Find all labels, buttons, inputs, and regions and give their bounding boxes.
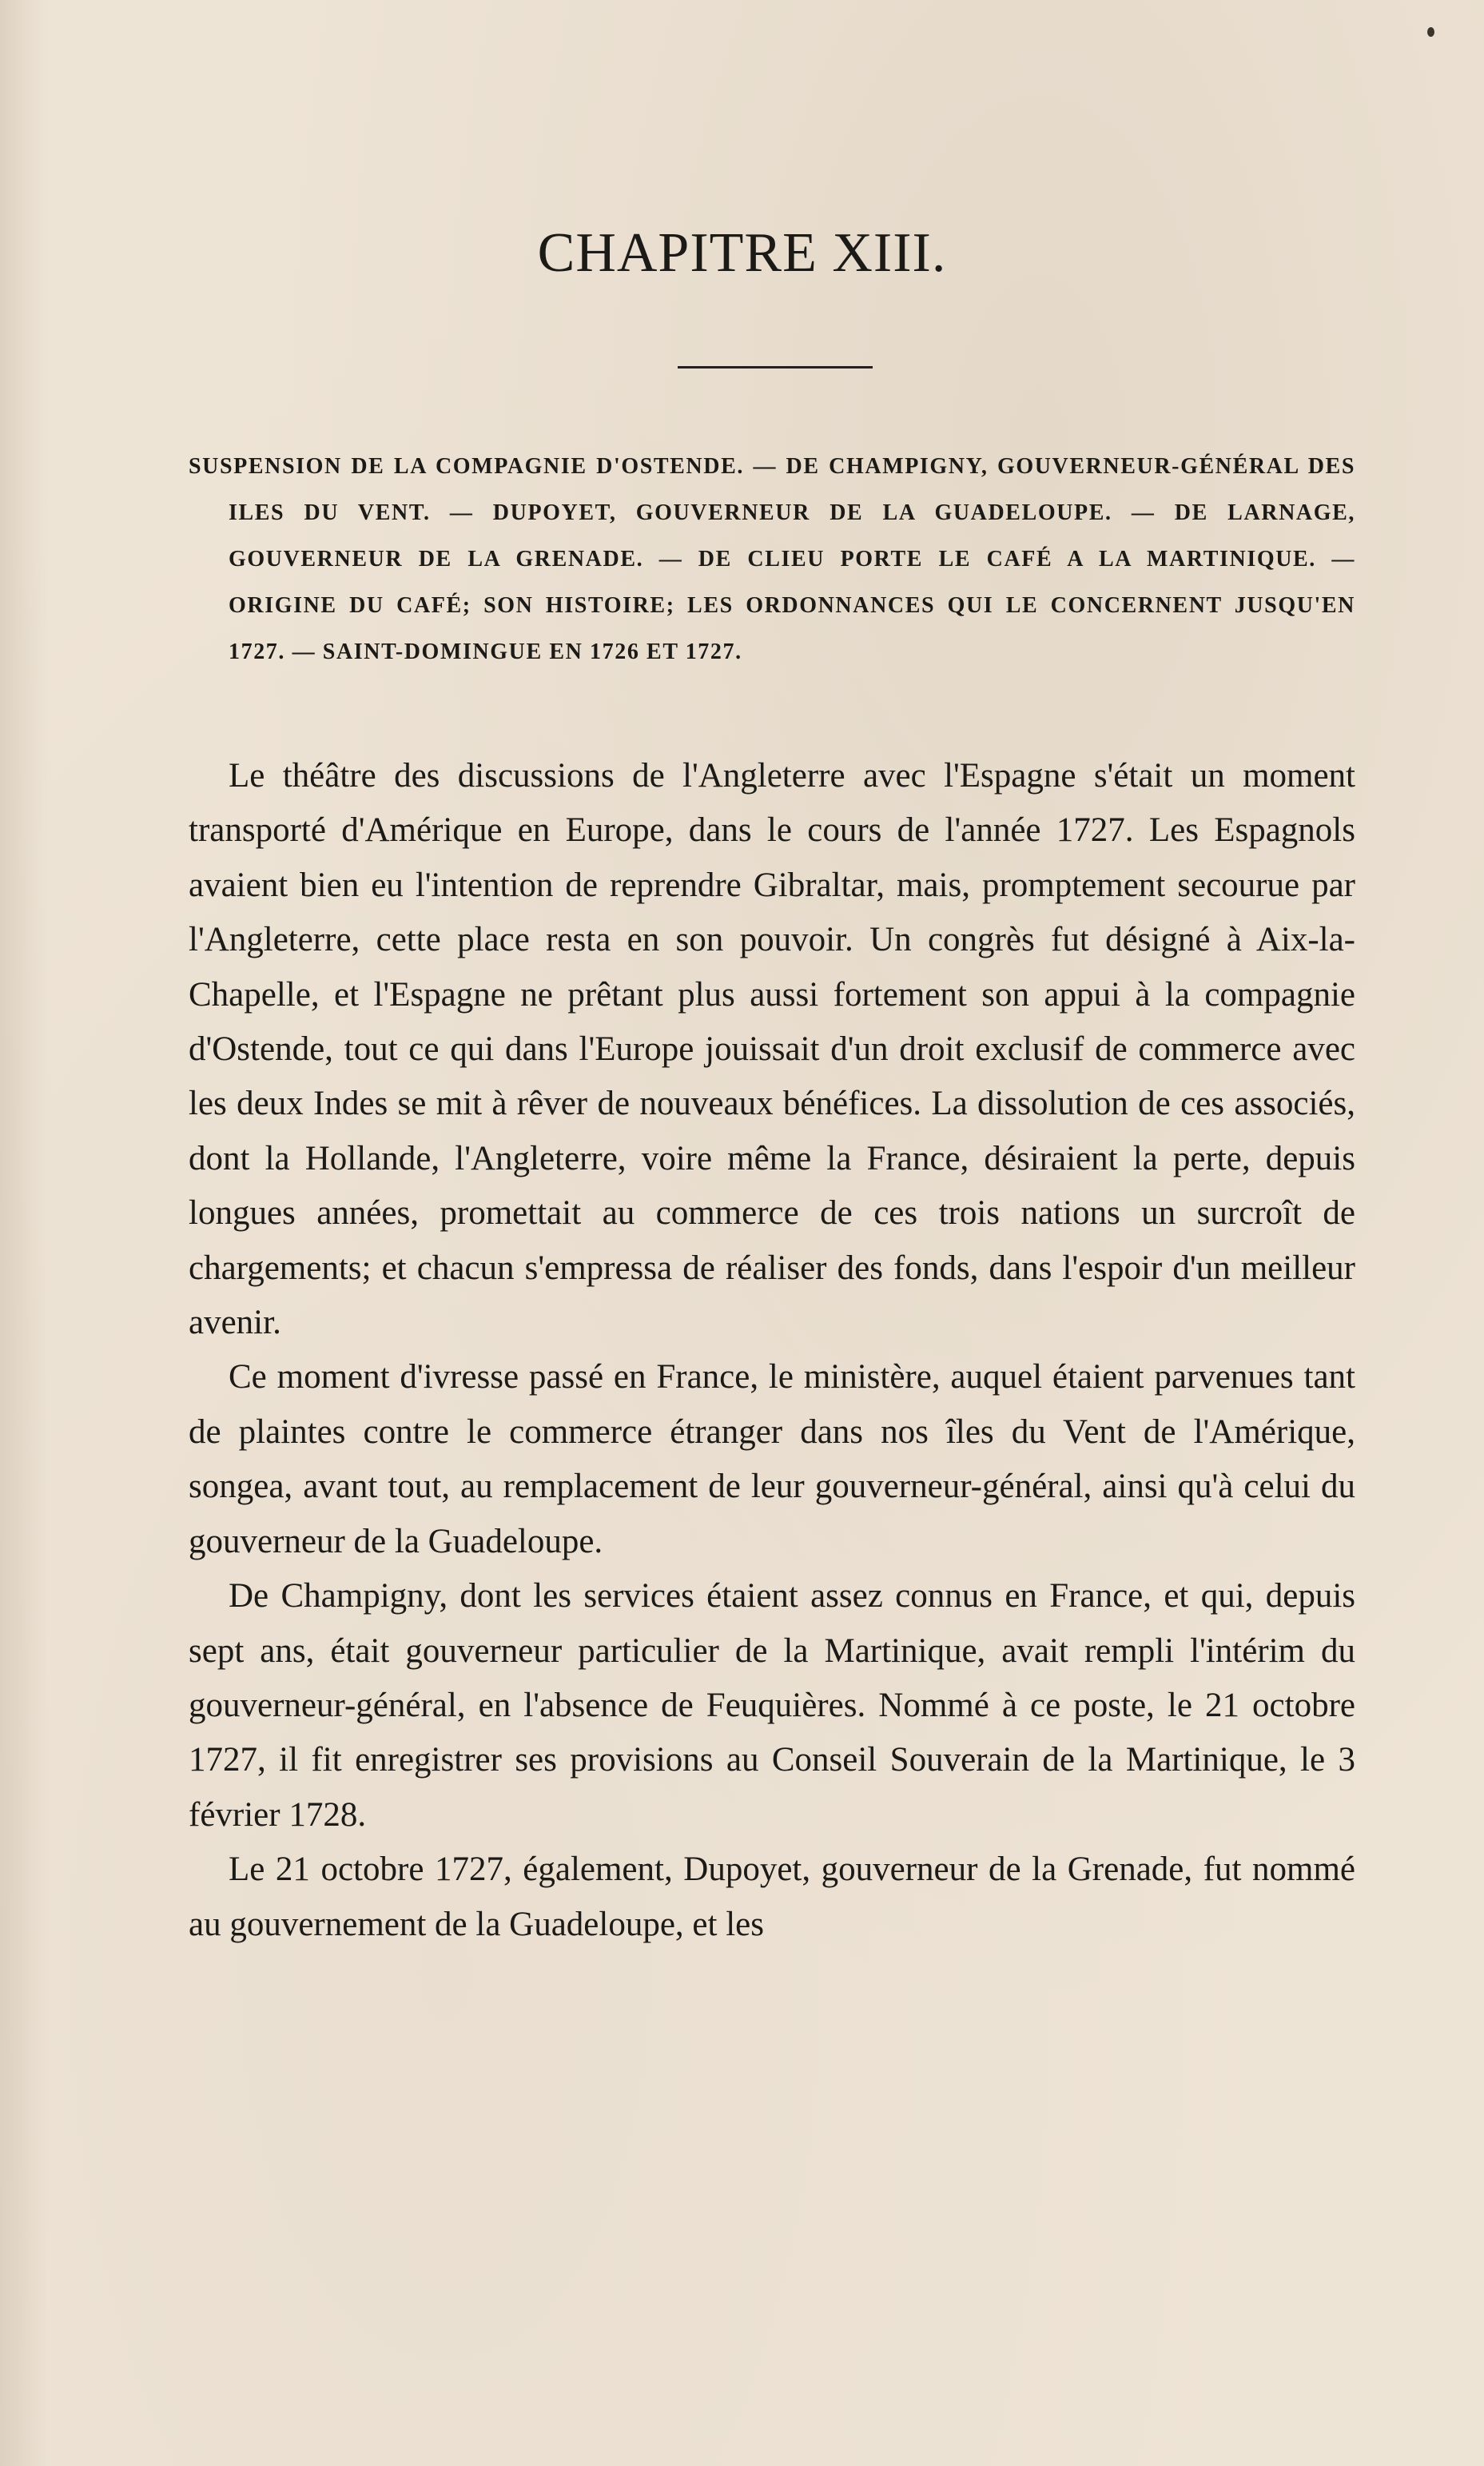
- chapter-title: CHAPITRE XIII.: [537, 222, 947, 284]
- title-divider-rule: [678, 366, 873, 369]
- body-paragraph-2: Ce moment d'ivresse passé en France, le ministère, auquel étaient parvenues tant de plaintes contre le commerce étranger dans nos îles du Vent de l'Amérique, songea, avant tout, au remplacement de leur gouverneur-général, ainsi qu'à celui du gouverneur de la Guadeloupe.: [189, 1358, 1355, 1560]
- body-paragraph-4: Le 21 octobre 1727, également, Dupoyet, gouverneur de la Grenade, fut nommé au gouvernement de la Guadeloupe, et les: [189, 1850, 1355, 1943]
- body-paragraph-3: De Champigny, dont les services étaient assez connus en France, et qui, depuis sept ans, était gouverneur particulier de la Martinique, avait rempli l'intérim du gouverneur-général, en l'absence de Feuquières. Nommé à ce poste, le 21 octobre 1727, il fit enregistrer ses provisions au Conseil Souverain de la Martinique, le 3 février 1728.: [189, 1577, 1355, 1834]
- ink-speck: [1427, 27, 1434, 37]
- chapter-body: [189, 749, 1355, 1952]
- body-paragraph-1: Le théâtre des discussions de l'Angleterre avec l'Espagne s'était un moment transporté d'Amérique en Europe, dans le cours de l'année 1727. Les Espagnols avaient bien eu l'intention de reprendre Gibraltar, mais, promptement secourue par l'Angleterre, cette place resta en son pouvoir. Un congrès fut désigné à Aix-la-Chapelle, et l'Espagne ne prêtant plus aussi fortement son appui à la compagnie d'Ostende, tout ce qui dans l'Europe jouissait d'un droit exclusif de commerce avec les deux Indes se mit à rêver de nouveaux bénéfices. La dissolution de ces associés, dont la Hollande, l'Angleterre, voire même la France, désiraient la perte, depuis longues années, promettait au commerce de ces trois nations un surcroît de chargements; et chacun s'empressa de réaliser des fonds, dans l'espoir d'un meilleur avenir.: [189, 757, 1355, 1342]
- chapter-summary: SUSPENSION DE LA COMPAGNIE D'OSTENDE. — DE CHAMPIGNY, GOUVERNEUR-GÉNÉRAL DES ILES DU VENT. — DUPOYET, GOUVERNEUR DE LA GUADELOUPE. — DE LARNAGE, GOUVERNEUR DE LA GRENADE. — DE CLIEU PORTE LE CAFÉ A LA MARTINIQUE. — ORIGINE DU CAFÉ; SON HISTOIRE; LES ORDONNANCES QUI LE CONCERNENT JUSQU'EN 1727. — SAINT-DOMINGUE EN 1726 ET 1727.: [189, 454, 1355, 664]
- page-gutter-shadow: [0, 0, 48, 2466]
